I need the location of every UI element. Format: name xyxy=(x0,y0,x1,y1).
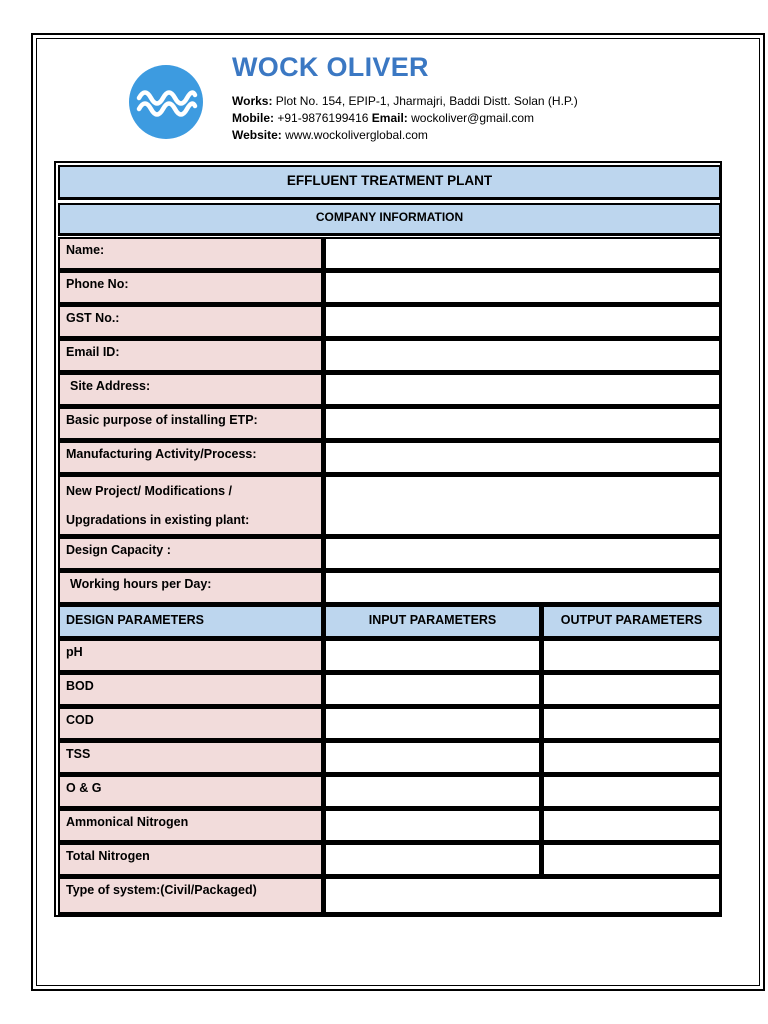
param-ammonical-nitrogen-input[interactable] xyxy=(324,809,542,843)
website-value: www.wockoliverglobal.com xyxy=(285,128,428,142)
param-total-nitrogen-input[interactable] xyxy=(324,843,542,877)
email-label: Email: xyxy=(371,111,408,125)
works-value: Plot No. 154, EPIP-1, Jharmajri, Baddi Distt. Solan (H.P.) xyxy=(275,94,578,108)
website-line xyxy=(232,127,428,143)
phone-label: Phone No: xyxy=(58,271,324,305)
param-ammonical-nitrogen-output[interactable] xyxy=(542,809,722,843)
design-capacity-field[interactable] xyxy=(324,537,722,571)
project-type-label-line2: Upgradations in existing plant: xyxy=(66,513,250,527)
param-total-nitrogen-output[interactable] xyxy=(542,843,722,877)
website-label: Website: xyxy=(232,128,282,142)
site-address-field[interactable] xyxy=(324,373,722,407)
param-bod-output[interactable] xyxy=(542,673,722,707)
param-ph-input[interactable] xyxy=(324,639,542,673)
gst-field[interactable] xyxy=(324,305,722,339)
etp-purpose-field[interactable] xyxy=(324,407,722,441)
project-type-field[interactable] xyxy=(324,475,722,537)
email-id-field[interactable] xyxy=(324,339,722,373)
etp-form xyxy=(54,161,722,917)
working-hours-field[interactable] xyxy=(324,571,722,605)
site-address-label: Site Address: xyxy=(58,373,324,407)
system-type-label: Type of system:(Civil/Packaged) xyxy=(58,877,324,915)
email-value: wockoliver@gmail.com xyxy=(411,111,535,125)
name-field[interactable] xyxy=(324,237,722,271)
gst-label: GST No.: xyxy=(58,305,324,339)
company-name: WOCK OLIVER xyxy=(232,52,429,82)
param-og-input[interactable] xyxy=(324,775,542,809)
param-og-output[interactable] xyxy=(542,775,722,809)
contact-phone-email xyxy=(232,110,534,126)
works-label: Works: xyxy=(232,94,273,108)
param-ammonical-nitrogen-label: Ammonical Nitrogen xyxy=(58,809,324,843)
form-title: EFFLUENT TREATMENT PLANT xyxy=(58,165,722,200)
wave-logo-icon xyxy=(129,65,203,139)
etp-purpose-label: Basic purpose of installing ETP: xyxy=(58,407,324,441)
section-title: COMPANY INFORMATION xyxy=(58,203,722,236)
mobile-value: +91-9876199416 xyxy=(277,111,369,125)
param-ph-output[interactable] xyxy=(542,639,722,673)
param-tss-label: TSS xyxy=(58,741,324,775)
param-bod-input[interactable] xyxy=(324,673,542,707)
manufacturing-field[interactable] xyxy=(324,441,722,475)
param-cod-input[interactable] xyxy=(324,707,542,741)
project-type-label-line1: New Project/ Modifications / xyxy=(66,484,232,498)
design-capacity-label: Design Capacity : xyxy=(58,537,324,571)
email-id-label: Email ID: xyxy=(58,339,324,373)
project-type-label xyxy=(58,475,324,537)
name-label: Name: xyxy=(58,237,324,271)
param-bod-label: BOD xyxy=(58,673,324,707)
output-parameters-header: OUTPUT PARAMETERS xyxy=(542,605,722,639)
mobile-label: Mobile: xyxy=(232,111,274,125)
param-tss-input[interactable] xyxy=(324,741,542,775)
param-ph-label: pH xyxy=(58,639,324,673)
param-total-nitrogen-label: Total Nitrogen xyxy=(58,843,324,877)
param-cod-output[interactable] xyxy=(542,707,722,741)
param-tss-output[interactable] xyxy=(542,741,722,775)
param-cod-label: COD xyxy=(58,707,324,741)
manufacturing-label: Manufacturing Activity/Process: xyxy=(58,441,324,475)
works-address xyxy=(232,93,578,109)
design-parameters-header: DESIGN PARAMETERS xyxy=(58,605,324,639)
param-og-label: O & G xyxy=(58,775,324,809)
system-type-field[interactable] xyxy=(324,877,722,915)
working-hours-label: Working hours per Day: xyxy=(58,571,324,605)
phone-field[interactable] xyxy=(324,271,722,305)
input-parameters-header: INPUT PARAMETERS xyxy=(324,605,542,639)
